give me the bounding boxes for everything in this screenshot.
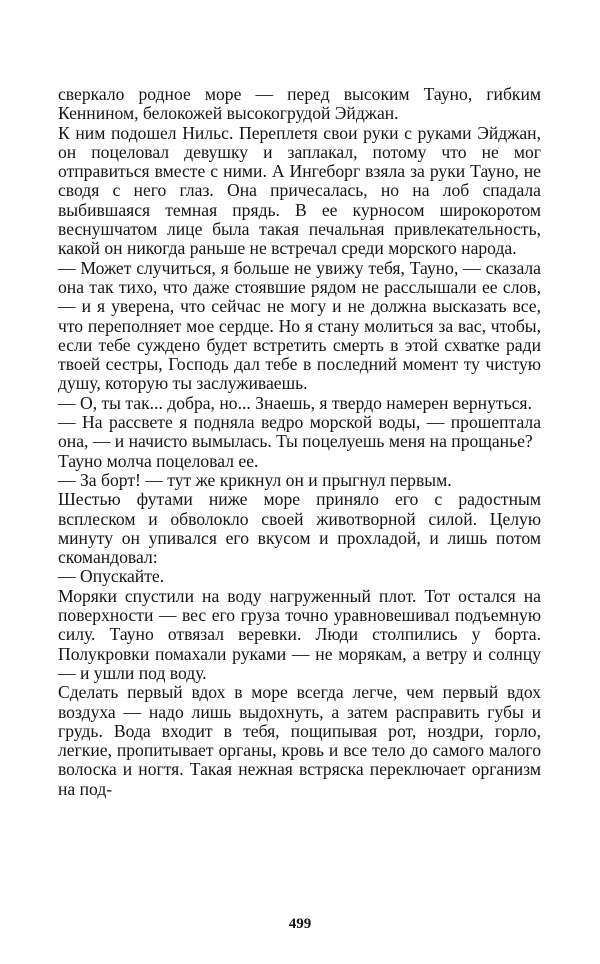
paragraph-5: — На рассвете я подняла ведро морской воды, — прошептала она, — и начисто вымылась. Ты поцелуешь меня на прощанье? — [58, 412, 541, 452]
page-number: 499 — [288, 916, 312, 932]
paragraph-3: — Может случиться, я больше не увижу тебя, Тауно, — сказала она так тихо, что даже стоявшие рядом не расслышали ее слов, — и я уверена, что сейчас не могу и не должна высказать все, что переполняет мое сердце. Но я стану молиться за вас, чтобы, если тебе суждено будет встретить смерть в этой схватке ради твоей сестры, Господь дал тебе в последний момент ту чистую душу, которую ты заслуживаешь. — [58, 257, 541, 394]
paragraph-4: — О, ты так... добра, но... Знаешь, я твердо намерен вернуться. — [58, 392, 532, 413]
paragraph-11: Сделать первый вдох в море всегда легче, чем первый вдох воздуха — надо лишь выдохнуть, а затем расправить губы и грудь. Вода входит в тебя, пощипывая рот, ноздри, горло, легкие, пропитывает органы, кровь и все тело до самого малого волоска и ногтя. Такая нежная встряска переключает организм на под- — [58, 682, 541, 799]
paragraph-7: — За борт! — тут же крикнул он и прыгнул первым. — [58, 469, 452, 490]
paragraph-2: К ним подошел Нильс. Переплетя свои руки с руками Эйджан, он поцеловал девушку и заплакал, потому что не мог отправиться вместе с ними. А Ингеборг взяла за руки Тауно, не сводя с него глаз. Она причесалась, но на лоб спадала выбившаяся темная прядь. В ее курносом широкоротом веснушчатом лице была такая печальная привлекательность, какой он никогда раньше не встречал среди морского народа. — [58, 122, 541, 259]
paragraph-9: — Опускайте. — [58, 566, 165, 587]
paragraph-10: Моряки спустили на воду нагруженный плот. Тот остался на поверхности — вес его груза точно уравновешивал подъемную силу. Тауно отвязал веревки. Люди столпились у борта. Полукровки помахали руками — не морякам, а ветру и солнцу — и ушли под воду. — [58, 585, 541, 683]
paragraph-1: сверкало родное море — перед высоким Тауно, гибким Кеннином, белокожей высокогрудой Эйджан. — [58, 84, 541, 124]
text-block — [58, 85, 541, 799]
paragraph-6: Тауно молча поцеловал ее. — [58, 450, 259, 471]
paragraph-8: Шестью футами ниже море приняло его с радостным всплеском и обволокло своей животворной силой. Целую минуту он упивался его вкусом и прохладой, и лишь потом скомандовал: — [58, 489, 541, 568]
